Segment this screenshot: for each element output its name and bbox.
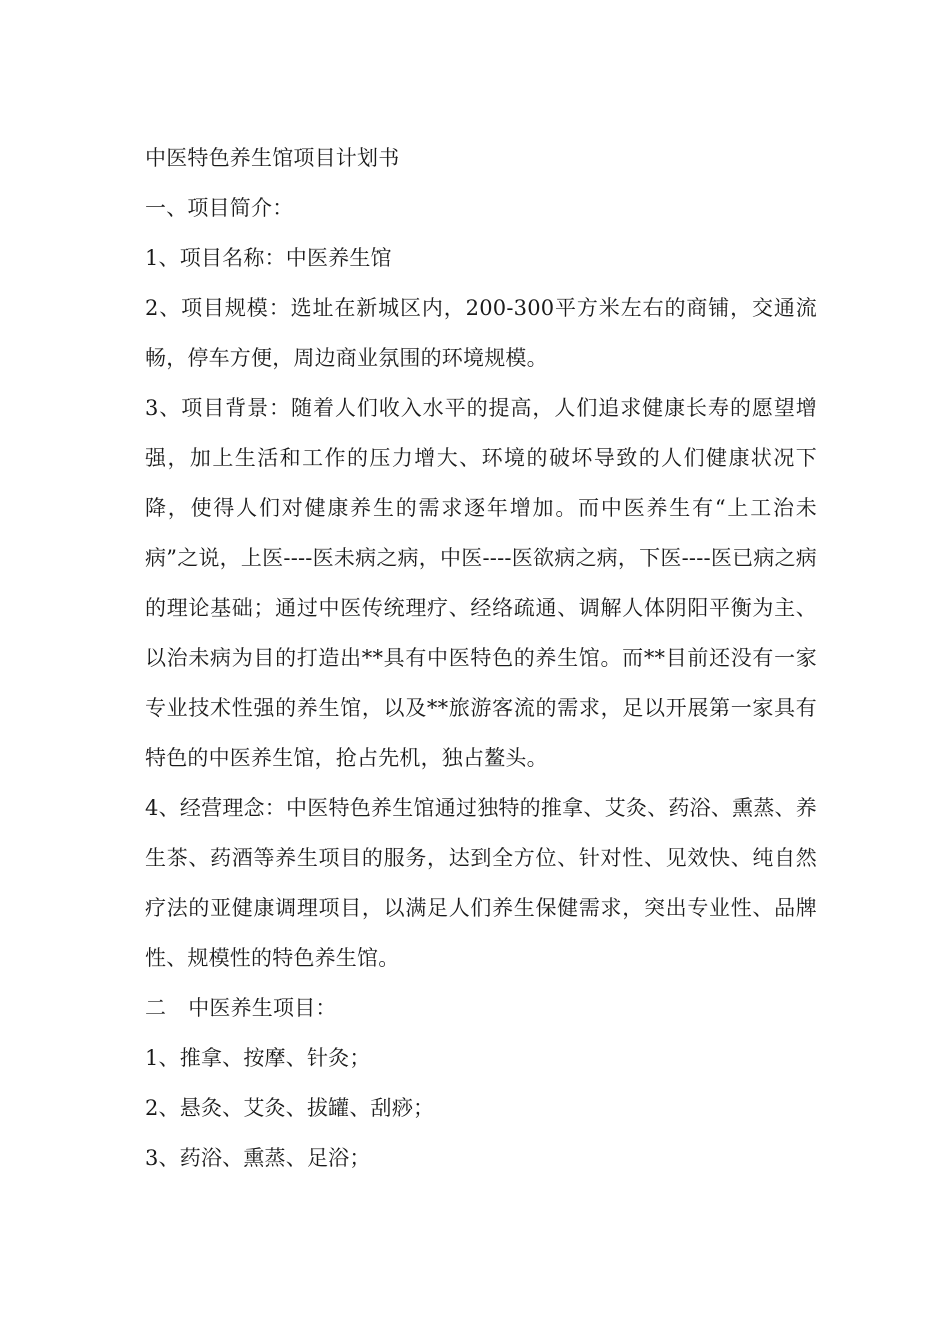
section-number: 二 (145, 996, 167, 1020)
section-heading-project-intro: 一、项目简介： (145, 196, 294, 220)
paragraph-project-scale: 2、项目规模：选址在新城区内，200-300平方米左右的商铺，交通流畅，停车方便，周边商业氛围的环境规模。 (145, 296, 817, 370)
section-heading-health-items (145, 983, 817, 1033)
list-item: 1、推拿、按摩、针灸； (145, 1046, 371, 1070)
list-item: 3、药浴、熏蒸、足浴； (145, 1146, 371, 1170)
document-body (145, 133, 817, 1183)
document-title: 中医特色养生馆项目计划书 (145, 146, 400, 170)
section-heading-text: 中医养生项目： (188, 996, 337, 1020)
paragraph-project-name: 1、项目名称：中医养生馆 (145, 246, 392, 270)
list-item: 2、悬灸、艾灸、拔罐、刮痧； (145, 1096, 435, 1120)
paragraph-project-background: 3、项目背景：随着人们收入水平的提高，人们追求健康长寿的愿望增强，加上生活和工作的压力增大、环境的破坏导致的人们健康状况下降，使得人们对健康养生的需求逐年增加。而中医养生有“上工治未病”之说，上医----医未病之病，中医----医欲病之病，下医----医已病之病的理论基础；通过中医传统理疗、经络疏通、调解人体阴阳平衡为主、以治未病为目的打造出**具有中医特色的养生馆。而**目前还没有一家专业技术性强的养生馆，以及**旅游客流的需求，足以开展第一家具有特色的中医养生馆，抢占先机，独占鳌头。 (145, 396, 817, 770)
paragraph-business-philosophy: 4、经营理念：中医特色养生馆通过独特的推拿、艾灸、药浴、熏蒸、养生茶、药酒等养生项目的服务，达到全方位、针对性、见效快、纯自然疗法的亚健康调理项目，以满足人们养生保健需求，突出专业性、品牌性、规模性的特色养生馆。 (145, 796, 817, 970)
